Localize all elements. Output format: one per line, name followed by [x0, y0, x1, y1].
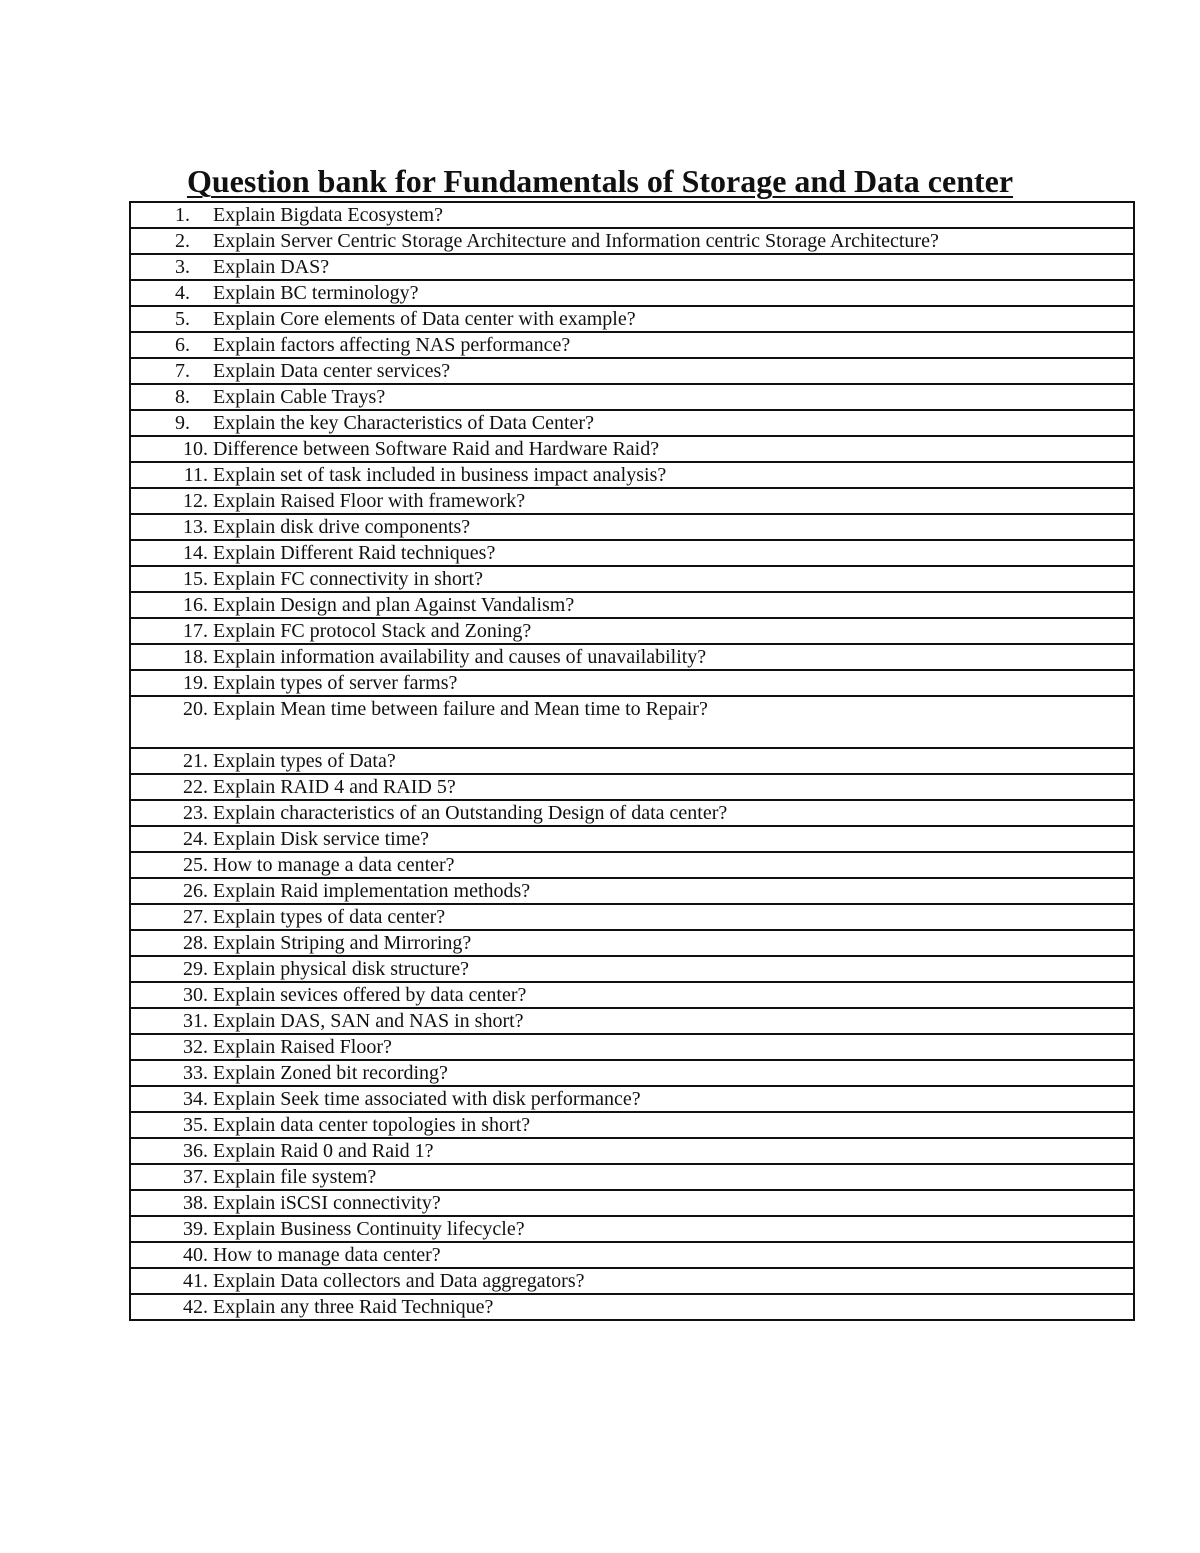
question-number: 26. [183, 880, 213, 902]
question-cell [130, 202, 1134, 228]
question-number: 20. [183, 698, 213, 720]
question-cell [130, 1216, 1134, 1242]
question-number: 31. [183, 1010, 213, 1032]
question-text: Explain physical disk structure? [213, 958, 470, 980]
question-cell [130, 670, 1134, 696]
question-row [130, 228, 1134, 254]
question-text: Explain Zoned bit recording? [213, 1062, 448, 1084]
question-number: 35. [183, 1114, 213, 1136]
question-number: 21. [183, 750, 213, 772]
question-number: 34. [183, 1088, 213, 1110]
question-cell [130, 1138, 1134, 1164]
question-text: Explain RAID 4 and RAID 5? [213, 776, 456, 798]
question-cell [130, 1086, 1134, 1112]
question-text: Explain factors affecting NAS performance? [213, 334, 571, 356]
question-row [130, 202, 1134, 228]
question-row [130, 1008, 1134, 1034]
question-row [130, 358, 1134, 384]
question-row [130, 800, 1134, 826]
question-text: How to manage a data center? [213, 854, 455, 876]
question-number: 10. [183, 438, 213, 460]
question-number: 24. [183, 828, 213, 850]
question-text: Explain information availability and causes of unavailability? [213, 646, 707, 668]
question-number: 4. [175, 282, 195, 304]
question-text: Explain DAS, SAN and NAS in short? [213, 1010, 524, 1032]
question-cell [130, 358, 1134, 384]
question-number: 41. [183, 1270, 213, 1292]
question-text: Explain Striping and Mirroring? [213, 932, 472, 954]
question-cell [130, 644, 1134, 670]
question-row [130, 826, 1134, 852]
question-text: Explain Raised Floor with framework? [213, 490, 526, 512]
question-text: Explain Core elements of Data center with example? [213, 308, 636, 330]
question-text: Explain set of task included in business impact analysis? [213, 464, 667, 486]
question-text: Explain Data center services? [213, 360, 451, 382]
question-row [130, 410, 1134, 436]
question-text: Explain types of Data? [213, 750, 396, 772]
question-row [130, 280, 1134, 306]
question-text: Explain types of server farms? [213, 672, 458, 694]
question-number: 36. [183, 1140, 213, 1162]
question-number: 22. [183, 776, 213, 798]
question-cell [130, 956, 1134, 982]
question-cell [130, 878, 1134, 904]
question-row [130, 982, 1134, 1008]
question-text: Explain Cable Trays? [213, 386, 386, 408]
question-row [130, 462, 1134, 488]
question-row [130, 930, 1134, 956]
question-text: Explain Design and plan Against Vandalism? [213, 594, 575, 616]
question-row [130, 1216, 1134, 1242]
question-number: 23. [183, 802, 213, 824]
question-row [130, 1190, 1134, 1216]
question-number: 13. [183, 516, 213, 538]
question-number: 11. [183, 464, 213, 486]
question-number: 25. [183, 854, 213, 876]
question-text: Explain Business Continuity lifecycle? [213, 1218, 525, 1240]
question-text: Explain the key Characteristics of Data Center? [213, 412, 594, 434]
question-text: Explain BC terminology? [213, 282, 419, 304]
question-text: Explain Data collectors and Data aggregators? [213, 1270, 585, 1292]
question-text: Explain Disk service time? [213, 828, 430, 850]
question-row [130, 696, 1134, 748]
question-row [130, 1164, 1134, 1190]
question-row [130, 956, 1134, 982]
question-number: 38. [183, 1192, 213, 1214]
question-cell [130, 592, 1134, 618]
question-cell [130, 748, 1134, 774]
question-cell [130, 514, 1134, 540]
question-row [130, 618, 1134, 644]
question-text: Explain data center topologies in short? [213, 1114, 531, 1136]
question-cell [130, 1164, 1134, 1190]
question-row [130, 332, 1134, 358]
question-number: 32. [183, 1036, 213, 1058]
question-row [130, 1138, 1134, 1164]
question-cell [130, 618, 1134, 644]
question-text: Explain any three Raid Technique? [213, 1296, 494, 1318]
question-row [130, 592, 1134, 618]
question-text: Explain Raid 0 and Raid 1? [213, 1140, 434, 1162]
question-row [130, 852, 1134, 878]
question-number: 39. [183, 1218, 213, 1240]
question-number: 29. [183, 958, 213, 980]
question-cell [130, 696, 1134, 748]
question-row [130, 748, 1134, 774]
question-row [130, 774, 1134, 800]
question-text: Difference between Software Raid and Hardware Raid? [213, 438, 660, 460]
question-row [130, 436, 1134, 462]
question-row [130, 566, 1134, 592]
question-cell [130, 566, 1134, 592]
question-cell [130, 930, 1134, 956]
question-number: 19. [183, 672, 213, 694]
question-row [130, 644, 1134, 670]
question-number: 1. [175, 204, 195, 226]
question-cell [130, 1112, 1134, 1138]
question-row [130, 1268, 1134, 1294]
question-number: 12. [183, 490, 213, 512]
question-text: How to manage data center? [213, 1244, 441, 1266]
document-title: Question bank for Fundamentals of Storage and Data center [186, 163, 1014, 200]
question-cell [130, 410, 1134, 436]
question-cell [130, 826, 1134, 852]
question-number: 5. [175, 308, 195, 330]
question-cell [130, 254, 1134, 280]
question-cell [130, 228, 1134, 254]
question-cell [130, 280, 1134, 306]
question-row [130, 1112, 1134, 1138]
question-text: Explain Raid implementation methods? [213, 880, 531, 902]
question-cell [130, 1294, 1134, 1320]
question-text: Explain DAS? [213, 256, 330, 278]
question-row [130, 488, 1134, 514]
question-cell [130, 384, 1134, 410]
question-table [129, 201, 1135, 1321]
question-row [130, 384, 1134, 410]
question-row [130, 1060, 1134, 1086]
question-number: 14. [183, 542, 213, 564]
question-text: Explain disk drive components? [213, 516, 471, 538]
question-text: Explain Different Raid techniques? [213, 542, 496, 564]
question-cell [130, 1034, 1134, 1060]
question-text: Explain characteristics of an Outstanding Design of data center? [213, 802, 728, 824]
question-cell [130, 904, 1134, 930]
question-cell [130, 1008, 1134, 1034]
question-row [130, 254, 1134, 280]
question-cell [130, 306, 1134, 332]
question-cell [130, 982, 1134, 1008]
question-row [130, 670, 1134, 696]
question-text: Explain FC protocol Stack and Zoning? [213, 620, 532, 642]
question-text: Explain Mean time between failure and Mean time to Repair? [213, 698, 708, 720]
question-text: Explain Bigdata Ecosystem? [213, 204, 443, 226]
question-row [130, 1242, 1134, 1268]
question-cell [130, 1060, 1134, 1086]
question-number: 27. [183, 906, 213, 928]
question-number: 17. [183, 620, 213, 642]
question-number: 40. [183, 1244, 213, 1266]
question-cell [130, 774, 1134, 800]
question-text: Explain file system? [213, 1166, 377, 1188]
question-number: 30. [183, 984, 213, 1006]
question-number: 33. [183, 1062, 213, 1084]
question-text: Explain iSCSI connectivity? [213, 1192, 441, 1214]
question-number: 6. [175, 334, 195, 356]
question-row [130, 514, 1134, 540]
question-cell [130, 852, 1134, 878]
question-number: 7. [175, 360, 195, 382]
question-number: 8. [175, 386, 195, 408]
question-number: 15. [183, 568, 213, 590]
question-row [130, 1086, 1134, 1112]
question-cell [130, 800, 1134, 826]
question-cell [130, 436, 1134, 462]
question-number: 3. [175, 256, 195, 278]
question-cell [130, 540, 1134, 566]
question-row [130, 540, 1134, 566]
question-cell [130, 462, 1134, 488]
question-text: Explain Raised Floor? [213, 1036, 392, 1058]
question-number: 28. [183, 932, 213, 954]
question-cell [130, 1268, 1134, 1294]
question-cell [130, 1242, 1134, 1268]
question-text: Explain Server Centric Storage Architecture and Information centric Storage Architecture? [213, 230, 939, 252]
question-number: 18. [183, 646, 213, 668]
question-text: Explain types of data center? [213, 906, 446, 928]
question-row [130, 904, 1134, 930]
question-cell [130, 1190, 1134, 1216]
question-row [130, 306, 1134, 332]
question-text: Explain Seek time associated with disk performance? [213, 1088, 641, 1110]
question-number: 2. [175, 230, 195, 252]
question-cell [130, 488, 1134, 514]
question-number: 42. [183, 1296, 213, 1318]
question-row [130, 1294, 1134, 1320]
question-number: 16. [183, 594, 213, 616]
question-text: Explain sevices offered by data center? [213, 984, 527, 1006]
question-number: 9. [175, 412, 195, 434]
question-text: Explain FC connectivity in short? [213, 568, 483, 590]
question-cell [130, 332, 1134, 358]
question-row [130, 878, 1134, 904]
question-list [130, 202, 1134, 1320]
question-row [130, 1034, 1134, 1060]
question-number: 37. [183, 1166, 213, 1188]
